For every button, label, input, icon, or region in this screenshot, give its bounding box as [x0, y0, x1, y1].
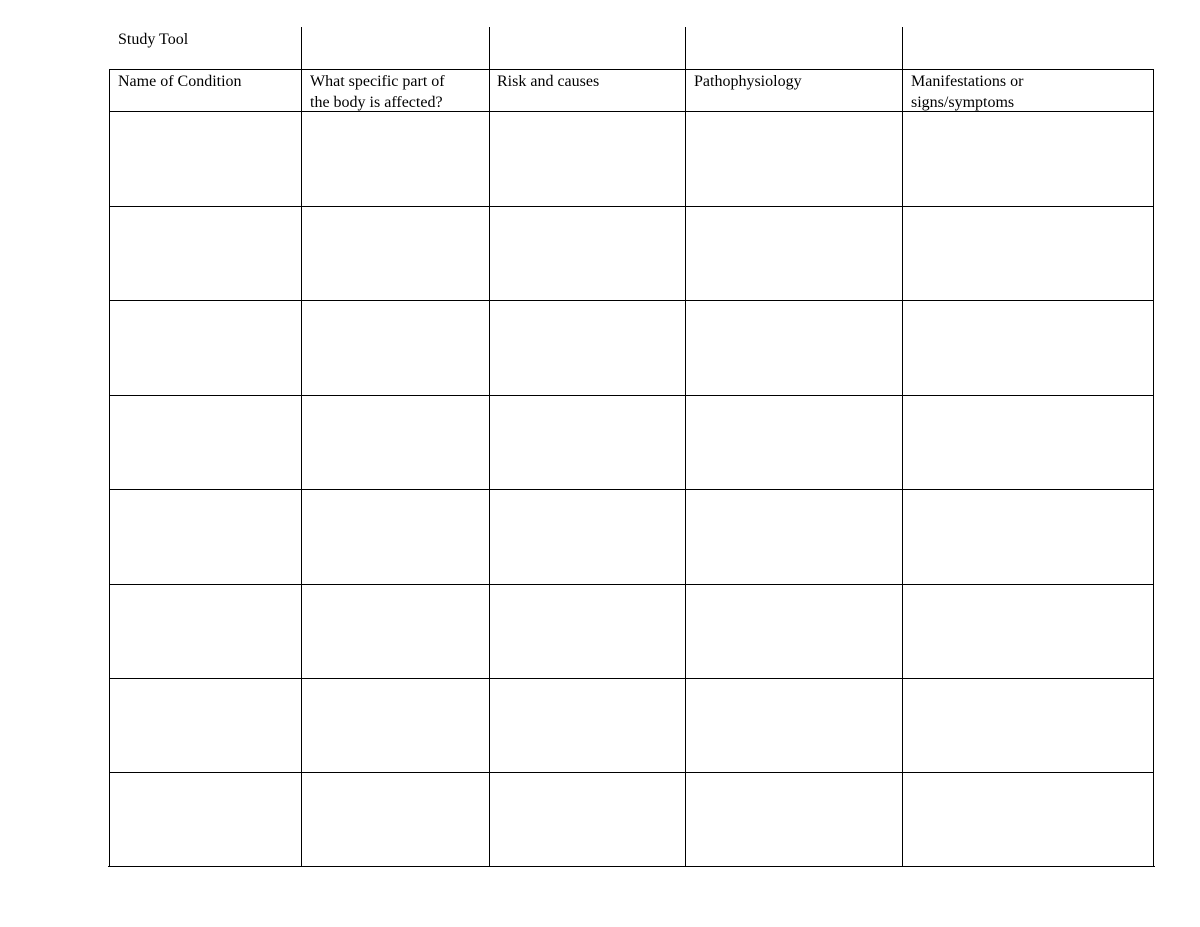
column-header-body-part-line-1: What specific part of — [310, 73, 445, 90]
row-divider-7 — [109, 772, 1154, 773]
column-divider-3-top — [685, 27, 686, 69]
table-bottom-border — [108, 866, 1155, 867]
document-title: Study Tool — [118, 31, 189, 48]
row-divider-1 — [109, 206, 1154, 207]
row-divider-6 — [109, 678, 1154, 679]
column-divider-1 — [301, 69, 302, 867]
table-right-border — [1153, 69, 1154, 867]
row-divider-4 — [109, 489, 1154, 490]
column-header-manifestations-line-2: signs/symptoms — [911, 94, 1015, 111]
column-divider-4 — [902, 69, 903, 867]
column-header-manifestations-line-1: Manifestations or — [911, 73, 1024, 90]
column-divider-2-top — [489, 27, 490, 69]
column-divider-1-top — [301, 27, 302, 69]
table-left-border — [109, 69, 110, 867]
column-divider-3 — [685, 69, 686, 867]
column-divider-2 — [489, 69, 490, 867]
column-header-risk-and-causes: Risk and causes — [497, 73, 600, 90]
column-divider-4-top — [902, 27, 903, 69]
row-divider-3 — [109, 395, 1154, 396]
row-divider-5 — [109, 584, 1154, 585]
column-header-name-of-condition: Name of Condition — [118, 73, 242, 90]
column-header-pathophysiology: Pathophysiology — [694, 73, 802, 90]
row-divider-2 — [109, 300, 1154, 301]
header-top-border — [109, 69, 1154, 70]
column-header-body-part-line-2: the body is affected? — [310, 94, 443, 111]
